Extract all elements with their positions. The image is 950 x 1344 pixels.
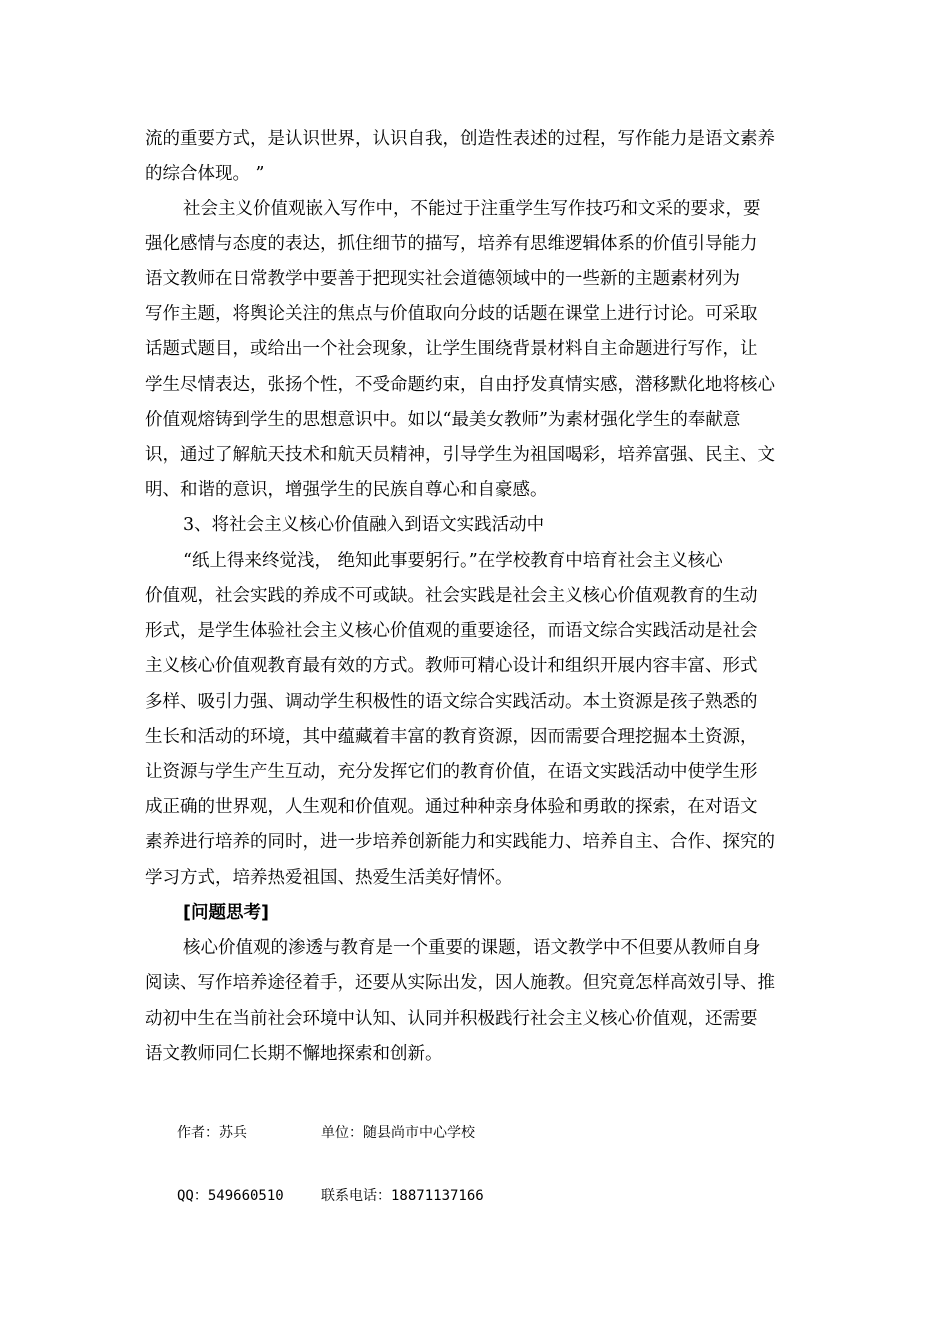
author-info: 作者：苏兵 [177,1125,247,1141]
paragraph-line: 动初中生在当前社会环境中认知、认同并积极践行社会主义核心价值观，还需要 [145,1009,758,1029]
paragraph-line: 话题式题目，或给出一个社会现象，让学生围绕背景材料自主命题进行写作，让 [145,339,758,359]
paragraph-line: 强化感情与态度的表达，抓住细节的描写，培养有思维逻辑体系的价值引导能力 [145,234,758,254]
paragraph-line: 价值观熔铸到学生的思想意识中。如以“最美女教师”为素材强化学生的奉献意 [145,410,741,430]
phone-info: 联系电话：18871137166 [321,1188,484,1204]
paragraph-line: 素养进行培养的同时，进一步培养创新能力和实践能力、培养自主、合作、探究的 [145,832,775,852]
paragraph-line: “纸上得来终觉浅， 绝知此事要躬行。”在学校教育中培育社会主义核心 [183,551,723,571]
paragraph-line: 生长和活动的环境，其中蕴藏着丰富的教育资源，因而需要合理挖掘本土资源， [145,727,758,747]
paragraph-line: 学生尽情表达，张扬个性，不受命题约束，自由抒发真情实感，潜移默化地将核心 [145,375,775,395]
question-heading: [问题思考] [183,903,269,923]
paragraph-line: 流的重要方式，是认识世界，认识自我，创造性表述的过程，写作能力是语文素养 [145,129,775,149]
unit-info: 单位：随县尚市中心学校 [321,1125,475,1141]
paragraph-line: 主义核心价值观教育最有效的方式。教师可精心设计和组织开展内容丰富、形式 [145,656,758,676]
qq-info: QQ：549660510 [177,1188,284,1204]
paragraph-line: 成正确的世界观，人生观和价值观。通过种种亲身体验和勇敢的探索，在对语文 [145,797,758,817]
paragraph-line: 的综合体现。 ” [145,164,265,184]
paragraph-line: 形式，是学生体验社会主义核心价值观的重要途径，而语文综合实践活动是社会 [145,621,758,641]
paragraph-line: 语文教师同仁长期不懈地探索和创新。 [145,1044,443,1064]
paragraph-line: 明、和谐的意识，增强学生的民族自尊心和自豪感。 [145,480,548,500]
paragraph-line: 核心价值观的渗透与教育是一个重要的课题，语文教学中不但要从教师自身 [183,938,761,958]
paragraph-line: 社会主义价值观嵌入写作中，不能过于注重学生写作技巧和文采的要求，要 [183,199,761,219]
paragraph-line: 识，通过了解航天技术和航天员精神，引导学生为祖国喝彩，培养富强、民主、文 [145,445,775,465]
paragraph-line: 价值观，社会实践的养成不可或缺。社会实践是社会主义核心价值观教育的生动 [145,586,758,606]
paragraph-line: 让资源与学生产生互动，充分发挥它们的教育价值，在语文实践活动中使学生形 [145,762,758,782]
paragraph-line: 语文教师在日常教学中要善于把现实社会道德领域中的一些新的主题素材列为 [145,269,740,289]
paragraph-line: 阅读、写作培养途径着手，还要从实际出发，因人施教。但究竟怎样高效引导、推 [145,973,775,993]
paragraph-line: 写作主题，将舆论关注的焦点与价值取向分歧的话题在课堂上进行讨论。可采取 [145,304,758,324]
paragraph-line: 学习方式，培养热爱祖国、热爱生活美好情怀。 [145,868,513,888]
paragraph-line: 多样、吸引力强、调动学生积极性的语文综合实践活动。本土资源是孩子熟悉的 [145,692,758,712]
section-title: 3、将社会主义核心价值融入到语文实践活动中 [183,515,545,535]
